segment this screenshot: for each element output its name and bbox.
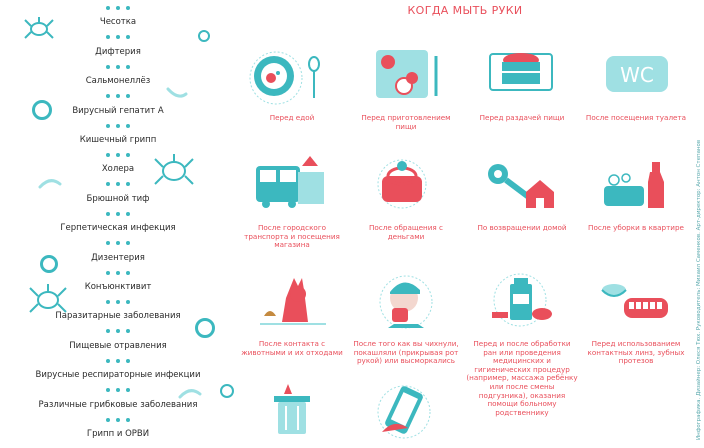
hand-wash-card	[350, 378, 462, 448]
separator-dot	[126, 94, 130, 98]
disease-item: Кишечный грипп	[79, 135, 157, 145]
separator-dot	[106, 65, 110, 69]
separator-dots	[104, 300, 132, 304]
separator-dots	[104, 153, 132, 157]
credits	[694, 122, 704, 440]
separator-dot	[106, 94, 110, 98]
hand-wash-card	[236, 42, 348, 123]
separator-dot	[106, 329, 110, 333]
separator-dot	[116, 212, 120, 216]
separator-dot	[106, 418, 110, 422]
separator-dot	[106, 241, 110, 245]
page-title: КОГДА МЫТЬ РУКИ	[407, 4, 523, 17]
separator-dot	[106, 153, 110, 157]
credits-text: Инфографика. Дизайнер: Олеся Тюх. Руководитель: Михаил Саменков. Арт-директор: Антон Степанов	[696, 139, 702, 440]
disease-item: Пищевые отравления	[69, 340, 167, 351]
hand-wash-card	[580, 152, 692, 233]
separator-dot	[126, 182, 130, 186]
hand-wash-card	[350, 268, 462, 366]
separator-dot	[106, 388, 110, 392]
separator-dot	[106, 35, 110, 39]
separator-dot	[106, 300, 110, 304]
bus-bag-icon	[240, 152, 344, 222]
squiggle-icon	[178, 388, 202, 400]
cutting-board-icon	[354, 42, 458, 112]
separator-dot	[116, 418, 120, 422]
separator-dots	[104, 124, 132, 128]
disease-item: Конъюнктивит	[84, 282, 152, 292]
bubble-icon	[198, 30, 210, 42]
hand-wash-card	[466, 152, 578, 233]
card-label: После контакта с животными и их отходами	[241, 339, 343, 357]
card-label: Перед и после обработки ран или проведения медицинских и гигиенических процедур (например, массажа ребёнку или после смены подгузника), оказания помощи больному родственнику	[466, 339, 578, 417]
separator-dot	[116, 182, 120, 186]
trash-bin-icon	[240, 378, 344, 448]
separator-dot	[126, 271, 130, 275]
hand-wash-card	[580, 42, 692, 123]
separator-dots	[104, 359, 132, 363]
separator-dots	[104, 212, 132, 216]
separator-dot	[116, 153, 120, 157]
hand-wash-card	[350, 42, 462, 131]
hand-wash-card	[466, 268, 578, 417]
disease-item: Чесотка	[99, 17, 137, 28]
disease-item: Брюшной тиф	[86, 193, 150, 204]
disease-item: Герпетическая инфекция	[60, 223, 176, 234]
card-label: Перед едой	[269, 113, 315, 122]
medicine-icon	[470, 268, 574, 338]
lens-denture-icon	[584, 268, 688, 338]
card-label: После городского транспорта и посещения магазина	[244, 223, 340, 250]
key-house-icon	[470, 152, 574, 222]
hand-wash-card	[350, 152, 462, 241]
disease-item: Сальмонеллёз	[85, 76, 151, 87]
cleaning-icon	[584, 152, 688, 222]
card-label: После уборки в квартире	[588, 223, 684, 232]
card-label: Перед использованием контактных линз, зубных протезов	[587, 339, 685, 366]
separator-dot	[106, 212, 110, 216]
separator-dots	[104, 35, 132, 39]
card-label: Перед раздачей пищи	[479, 113, 565, 122]
separator-dot	[126, 418, 130, 422]
sneeze-icon	[354, 268, 458, 338]
separator-dot	[116, 124, 120, 128]
card-label: По возвращении домой	[477, 223, 567, 232]
separator-dots	[104, 271, 132, 275]
separator-dot	[126, 329, 130, 333]
separator-dot	[106, 271, 110, 275]
disease-item: Грипп и ОРВИ	[86, 429, 150, 439]
separator-dot	[126, 300, 130, 304]
wc-sign-icon	[584, 42, 688, 112]
separator-dot	[116, 300, 120, 304]
card-label: После того как вы чихнули, покашляли (прикрывая рот рукой) или высморкались	[353, 339, 459, 366]
plate-spoon-icon	[240, 42, 344, 112]
separator-dots	[104, 65, 132, 69]
separator-dot	[116, 271, 120, 275]
separator-dots	[104, 94, 132, 98]
disease-item: Дизентерия	[91, 252, 145, 263]
svg-text:WC: WC	[620, 63, 654, 87]
separator-dot	[116, 35, 120, 39]
disease-item: Паразитарные заболевания	[55, 311, 181, 322]
separator-dots	[104, 388, 132, 392]
hand-wash-card	[236, 268, 348, 357]
wallet-icon	[354, 152, 458, 222]
cat-icon	[240, 268, 344, 338]
separator-dot	[126, 35, 130, 39]
hand-wash-card	[466, 42, 578, 123]
separator-dot	[126, 241, 130, 245]
separator-dot	[106, 359, 110, 363]
separator-dot	[126, 212, 130, 216]
card-label: После посещения туалета	[585, 113, 687, 122]
separator-dot	[116, 94, 120, 98]
separator-dot	[106, 182, 110, 186]
card-label: После обращения с деньгами	[369, 223, 443, 241]
hand-wash-card	[580, 268, 692, 366]
separator-dots	[104, 329, 132, 333]
separator-dot	[126, 388, 130, 392]
hand-wash-card	[236, 378, 348, 448]
separator-dot	[126, 153, 130, 157]
separator-dot	[126, 359, 130, 363]
separator-dot	[106, 124, 110, 128]
disease-item: Дифтерия	[95, 46, 141, 57]
separator-dot	[116, 241, 120, 245]
separator-dot	[126, 65, 130, 69]
squiggle-icon	[166, 86, 188, 100]
bubble-icon	[220, 384, 234, 398]
separator-dot	[116, 329, 120, 333]
phone-icon	[354, 378, 458, 448]
separator-dot	[126, 124, 130, 128]
disease-item: Вирусный гепатит А	[72, 105, 164, 116]
separator-dots	[104, 182, 132, 186]
hand-wash-card	[236, 152, 348, 250]
squiggle-icon	[38, 178, 62, 190]
separator-dot	[116, 65, 120, 69]
card-label: Перед приготовлением пищи	[361, 113, 451, 131]
separator-dot	[116, 388, 120, 392]
disease-item: Вирусные респираторные инфекции	[35, 370, 201, 381]
disease-item: Холера	[101, 164, 135, 175]
separator-dots	[104, 241, 132, 245]
separator-dots	[104, 418, 132, 422]
separator-dot	[116, 359, 120, 363]
pot-icon	[470, 42, 574, 112]
disease-item: Различные грибковые заболевания	[38, 399, 198, 410]
